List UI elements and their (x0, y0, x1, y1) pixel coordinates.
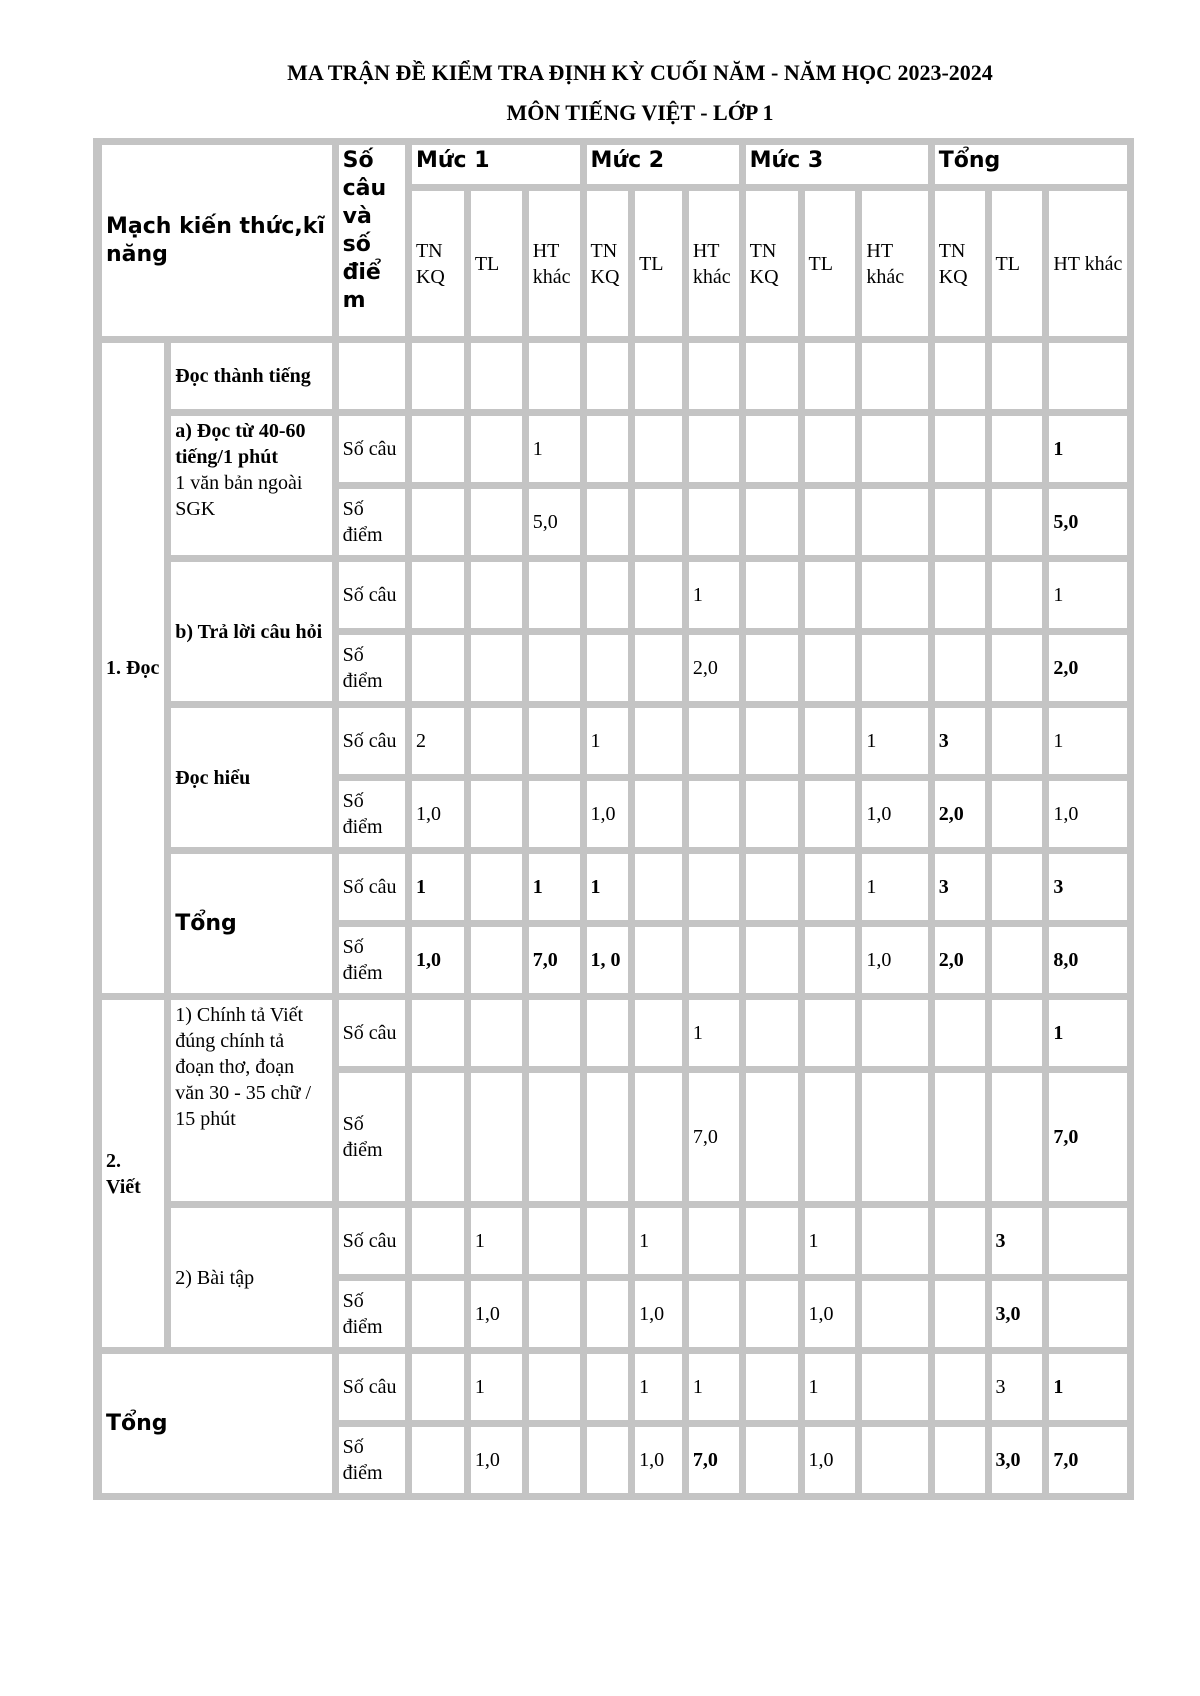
value-cell (935, 1281, 992, 1354)
section-doc: 1. Đọc (102, 343, 171, 1000)
value-cell: 1 (587, 708, 636, 781)
label-so-cau: Số câu (339, 1000, 412, 1073)
value-cell (587, 1000, 636, 1073)
value-cell (412, 416, 471, 489)
label-so-cau: Số câu (339, 562, 412, 635)
value-cell: 1 (1049, 562, 1127, 635)
value-cell: 2,0 (1049, 635, 1127, 708)
value-cell (529, 1427, 587, 1500)
value-cell: 1 (587, 854, 636, 927)
label-so-diem: Số điểm (339, 489, 412, 562)
value-cell: 1 (635, 1354, 689, 1427)
value-cell: 1,0 (635, 1427, 689, 1500)
value-cell: 3,0 (992, 1281, 1050, 1354)
value-cell (935, 562, 992, 635)
value-cell (412, 562, 471, 635)
value-cell: 1,0 (805, 1281, 863, 1354)
value-cell (689, 781, 746, 854)
value-cell: 7,0 (1049, 1073, 1127, 1208)
sub-tl: TL (805, 191, 863, 343)
value-cell (862, 416, 934, 489)
value-cell (587, 416, 636, 489)
doc-thanh-tieng: Đọc thành tiếng (171, 343, 338, 416)
label-so-diem: Số điểm (339, 781, 412, 854)
value-cell (805, 489, 863, 562)
sub-tnkq: TN KQ (746, 191, 805, 343)
value-cell (635, 562, 689, 635)
value-cell (935, 1427, 992, 1500)
value-cell (635, 635, 689, 708)
value-cell (471, 708, 529, 781)
page-subtitle: MÔN TIẾNG VIỆT - LỚP 1 (506, 100, 774, 125)
value-cell: 1 (412, 854, 471, 927)
value-cell (412, 1073, 471, 1208)
value-cell (635, 708, 689, 781)
value-cell: 3 (992, 1354, 1050, 1427)
value-cell: 1 (471, 1354, 529, 1427)
value-cell (471, 854, 529, 927)
value-cell (862, 489, 934, 562)
value-cell (689, 489, 746, 562)
value-cell (935, 1208, 992, 1281)
value-cell (412, 489, 471, 562)
header-muc3: Mức 3 (746, 145, 935, 191)
value-cell (746, 1354, 805, 1427)
total-label: Tổng (102, 1354, 339, 1500)
value-cell (992, 927, 1050, 1000)
value-cell (635, 416, 689, 489)
value-cell (805, 854, 863, 927)
value-cell (746, 562, 805, 635)
value-cell (746, 708, 805, 781)
value-cell (529, 1208, 587, 1281)
value-cell (935, 1073, 992, 1208)
value-cell: 1 (1049, 1000, 1127, 1073)
value-cell: 7,0 (529, 927, 587, 1000)
value-cell (746, 854, 805, 927)
value-cell: 7,0 (1049, 1427, 1127, 1500)
label-so-diem: Số điểm (339, 1281, 412, 1354)
value-cell: 3 (992, 1208, 1050, 1281)
matrix-table (93, 138, 1134, 1500)
header-mach: Mạch kiến thức,kĩ năng (102, 145, 339, 343)
value-cell: 1 (1049, 416, 1127, 489)
header-muc1: Mức 1 (412, 145, 587, 191)
value-cell: 1 (805, 1208, 863, 1281)
viet-chinh-ta-label: 1) Chính tả Viết đúng chính tả đoạn thơ, đoạn văn 30 - 35 chữ / 15 phút (171, 1000, 338, 1208)
value-cell: 1 (862, 854, 934, 927)
value-cell (529, 781, 587, 854)
value-cell: 1,0 (862, 927, 934, 1000)
value-cell: 1,0 (412, 781, 471, 854)
value-cell (471, 1000, 529, 1073)
value-cell: 1 (689, 1000, 746, 1073)
label-so-diem: Số điểm (339, 1427, 412, 1500)
value-cell (805, 635, 863, 708)
value-cell (805, 1000, 863, 1073)
label-so-diem: Số điểm (339, 1073, 412, 1208)
value-cell: 2,0 (689, 635, 746, 708)
sub-tnkq: TN KQ (412, 191, 471, 343)
value-cell (992, 635, 1050, 708)
value-cell (412, 635, 471, 708)
value-cell (805, 781, 863, 854)
value-cell (746, 416, 805, 489)
value-cell (529, 1000, 587, 1073)
value-cell (935, 489, 992, 562)
value-cell: 1,0 (471, 1427, 529, 1500)
value-cell: 1,0 (805, 1427, 863, 1500)
value-cell (992, 562, 1050, 635)
value-cell (935, 1354, 992, 1427)
value-cell (746, 1427, 805, 1500)
sub-ht: HT khác (529, 191, 587, 343)
value-cell: 3 (935, 708, 992, 781)
header-muc2: Mức 2 (587, 145, 746, 191)
value-cell (689, 854, 746, 927)
value-cell: 2 (412, 708, 471, 781)
value-cell: 7,0 (689, 1427, 746, 1500)
sub-ht: HT khác (1049, 191, 1127, 343)
value-cell (746, 781, 805, 854)
value-cell (935, 1000, 992, 1073)
section-viet: 2. Viết (102, 1000, 171, 1354)
value-cell (471, 416, 529, 489)
value-cell (412, 1354, 471, 1427)
value-cell: 1 (689, 562, 746, 635)
value-cell: 1 (529, 416, 587, 489)
value-cell (412, 1427, 471, 1500)
value-cell: 1, 0 (587, 927, 636, 1000)
value-cell (805, 927, 863, 1000)
value-cell (635, 489, 689, 562)
value-cell (529, 1354, 587, 1427)
value-cell (992, 1000, 1050, 1073)
value-cell (862, 635, 934, 708)
value-cell: 1 (1049, 708, 1127, 781)
value-cell (471, 562, 529, 635)
value-cell (529, 1073, 587, 1208)
value-cell (746, 1208, 805, 1281)
value-cell (862, 1281, 934, 1354)
label-so-cau: Số câu (339, 708, 412, 781)
value-cell (935, 635, 992, 708)
value-cell: 8,0 (1049, 927, 1127, 1000)
value-cell (529, 562, 587, 635)
value-cell (587, 1354, 636, 1427)
value-cell (689, 416, 746, 489)
value-cell (412, 1208, 471, 1281)
value-cell (471, 635, 529, 708)
value-cell (992, 708, 1050, 781)
value-cell (635, 781, 689, 854)
value-cell (689, 1281, 746, 1354)
value-cell: 1,0 (471, 1281, 529, 1354)
doc-b-label: b) Trả lời câu hỏi (171, 562, 338, 708)
value-cell (746, 1073, 805, 1208)
value-cell (862, 1208, 934, 1281)
value-cell: 3 (935, 854, 992, 927)
label-so-diem: Số điểm (339, 635, 412, 708)
sub-ht: HT khác (862, 191, 934, 343)
value-cell: 5,0 (529, 489, 587, 562)
value-cell (587, 1073, 636, 1208)
value-cell (587, 635, 636, 708)
value-cell (689, 927, 746, 1000)
value-cell: 7,0 (689, 1073, 746, 1208)
doc-tong-label: Tổng (171, 854, 338, 1000)
value-cell (587, 562, 636, 635)
value-cell: 1,0 (862, 781, 934, 854)
value-cell (529, 708, 587, 781)
value-cell: 2,0 (935, 781, 992, 854)
value-cell (805, 1073, 863, 1208)
label-so-diem: Số điểm (339, 927, 412, 1000)
value-cell (587, 1427, 636, 1500)
value-cell: 1,0 (587, 781, 636, 854)
value-cell: 5,0 (1049, 489, 1127, 562)
value-cell (635, 1000, 689, 1073)
value-cell (746, 1281, 805, 1354)
value-cell: 3,0 (992, 1427, 1050, 1500)
sub-tl: TL (635, 191, 689, 343)
value-cell (1049, 1281, 1127, 1354)
value-cell (992, 489, 1050, 562)
value-cell (862, 1073, 934, 1208)
sub-ht: HT khác (689, 191, 746, 343)
value-cell (935, 416, 992, 489)
header-so-cau: Số câu và số điể m (339, 145, 412, 343)
value-cell: 1 (862, 708, 934, 781)
value-cell (746, 927, 805, 1000)
value-cell (862, 562, 934, 635)
sub-tnkq: TN KQ (935, 191, 992, 343)
label-so-cau: Số câu (339, 1208, 412, 1281)
value-cell (746, 489, 805, 562)
value-cell (862, 1427, 934, 1500)
header-tong: Tổng (935, 145, 1127, 191)
value-cell (805, 416, 863, 489)
value-cell: 1 (689, 1354, 746, 1427)
value-cell (587, 1208, 636, 1281)
value-cell (805, 708, 863, 781)
value-cell: 3 (1049, 854, 1127, 927)
value-cell (992, 416, 1050, 489)
value-cell (746, 1000, 805, 1073)
value-cell (412, 1000, 471, 1073)
value-cell: 1,0 (1049, 781, 1127, 854)
label-so-cau: Số câu (339, 854, 412, 927)
value-cell: 1 (805, 1354, 863, 1427)
value-cell (635, 1073, 689, 1208)
value-cell (471, 927, 529, 1000)
value-cell (587, 1281, 636, 1354)
sub-tnkq: TN KQ (587, 191, 636, 343)
doc-hieu-label: Đọc hiểu (171, 708, 338, 854)
value-cell (635, 854, 689, 927)
value-cell (471, 489, 529, 562)
value-cell (862, 1000, 934, 1073)
sub-tl: TL (992, 191, 1050, 343)
value-cell: 1 (471, 1208, 529, 1281)
value-cell (805, 562, 863, 635)
value-cell (992, 854, 1050, 927)
value-cell (862, 1354, 934, 1427)
value-cell (412, 1281, 471, 1354)
label-so-cau: Số câu (339, 416, 412, 489)
value-cell (529, 635, 587, 708)
value-cell (635, 927, 689, 1000)
viet-bai-tap-label: 2) Bài tập (171, 1208, 338, 1354)
value-cell: 1 (529, 854, 587, 927)
sub-tl: TL (471, 191, 529, 343)
value-cell: 1 (1049, 1354, 1127, 1427)
value-cell (587, 489, 636, 562)
value-cell (992, 781, 1050, 854)
value-cell (1049, 1208, 1127, 1281)
page-title: MA TRẬN ĐỀ KIỂM TRA ĐỊNH KỲ CUỐI NĂM - NĂM HỌC 2023-2024 (287, 60, 993, 85)
value-cell: 1,0 (635, 1281, 689, 1354)
label-so-cau: Số câu (339, 1354, 412, 1427)
doc-a-label: a) Đọc từ 40-60 tiếng/1 phút 1 văn bản ngoài SGK (171, 416, 338, 562)
value-cell: 1,0 (412, 927, 471, 1000)
value-cell (746, 635, 805, 708)
value-cell: 2,0 (935, 927, 992, 1000)
value-cell (689, 1208, 746, 1281)
value-cell: 1 (635, 1208, 689, 1281)
value-cell (529, 1281, 587, 1354)
value-cell (689, 708, 746, 781)
value-cell (471, 781, 529, 854)
value-cell (471, 1073, 529, 1208)
value-cell (992, 1073, 1050, 1208)
